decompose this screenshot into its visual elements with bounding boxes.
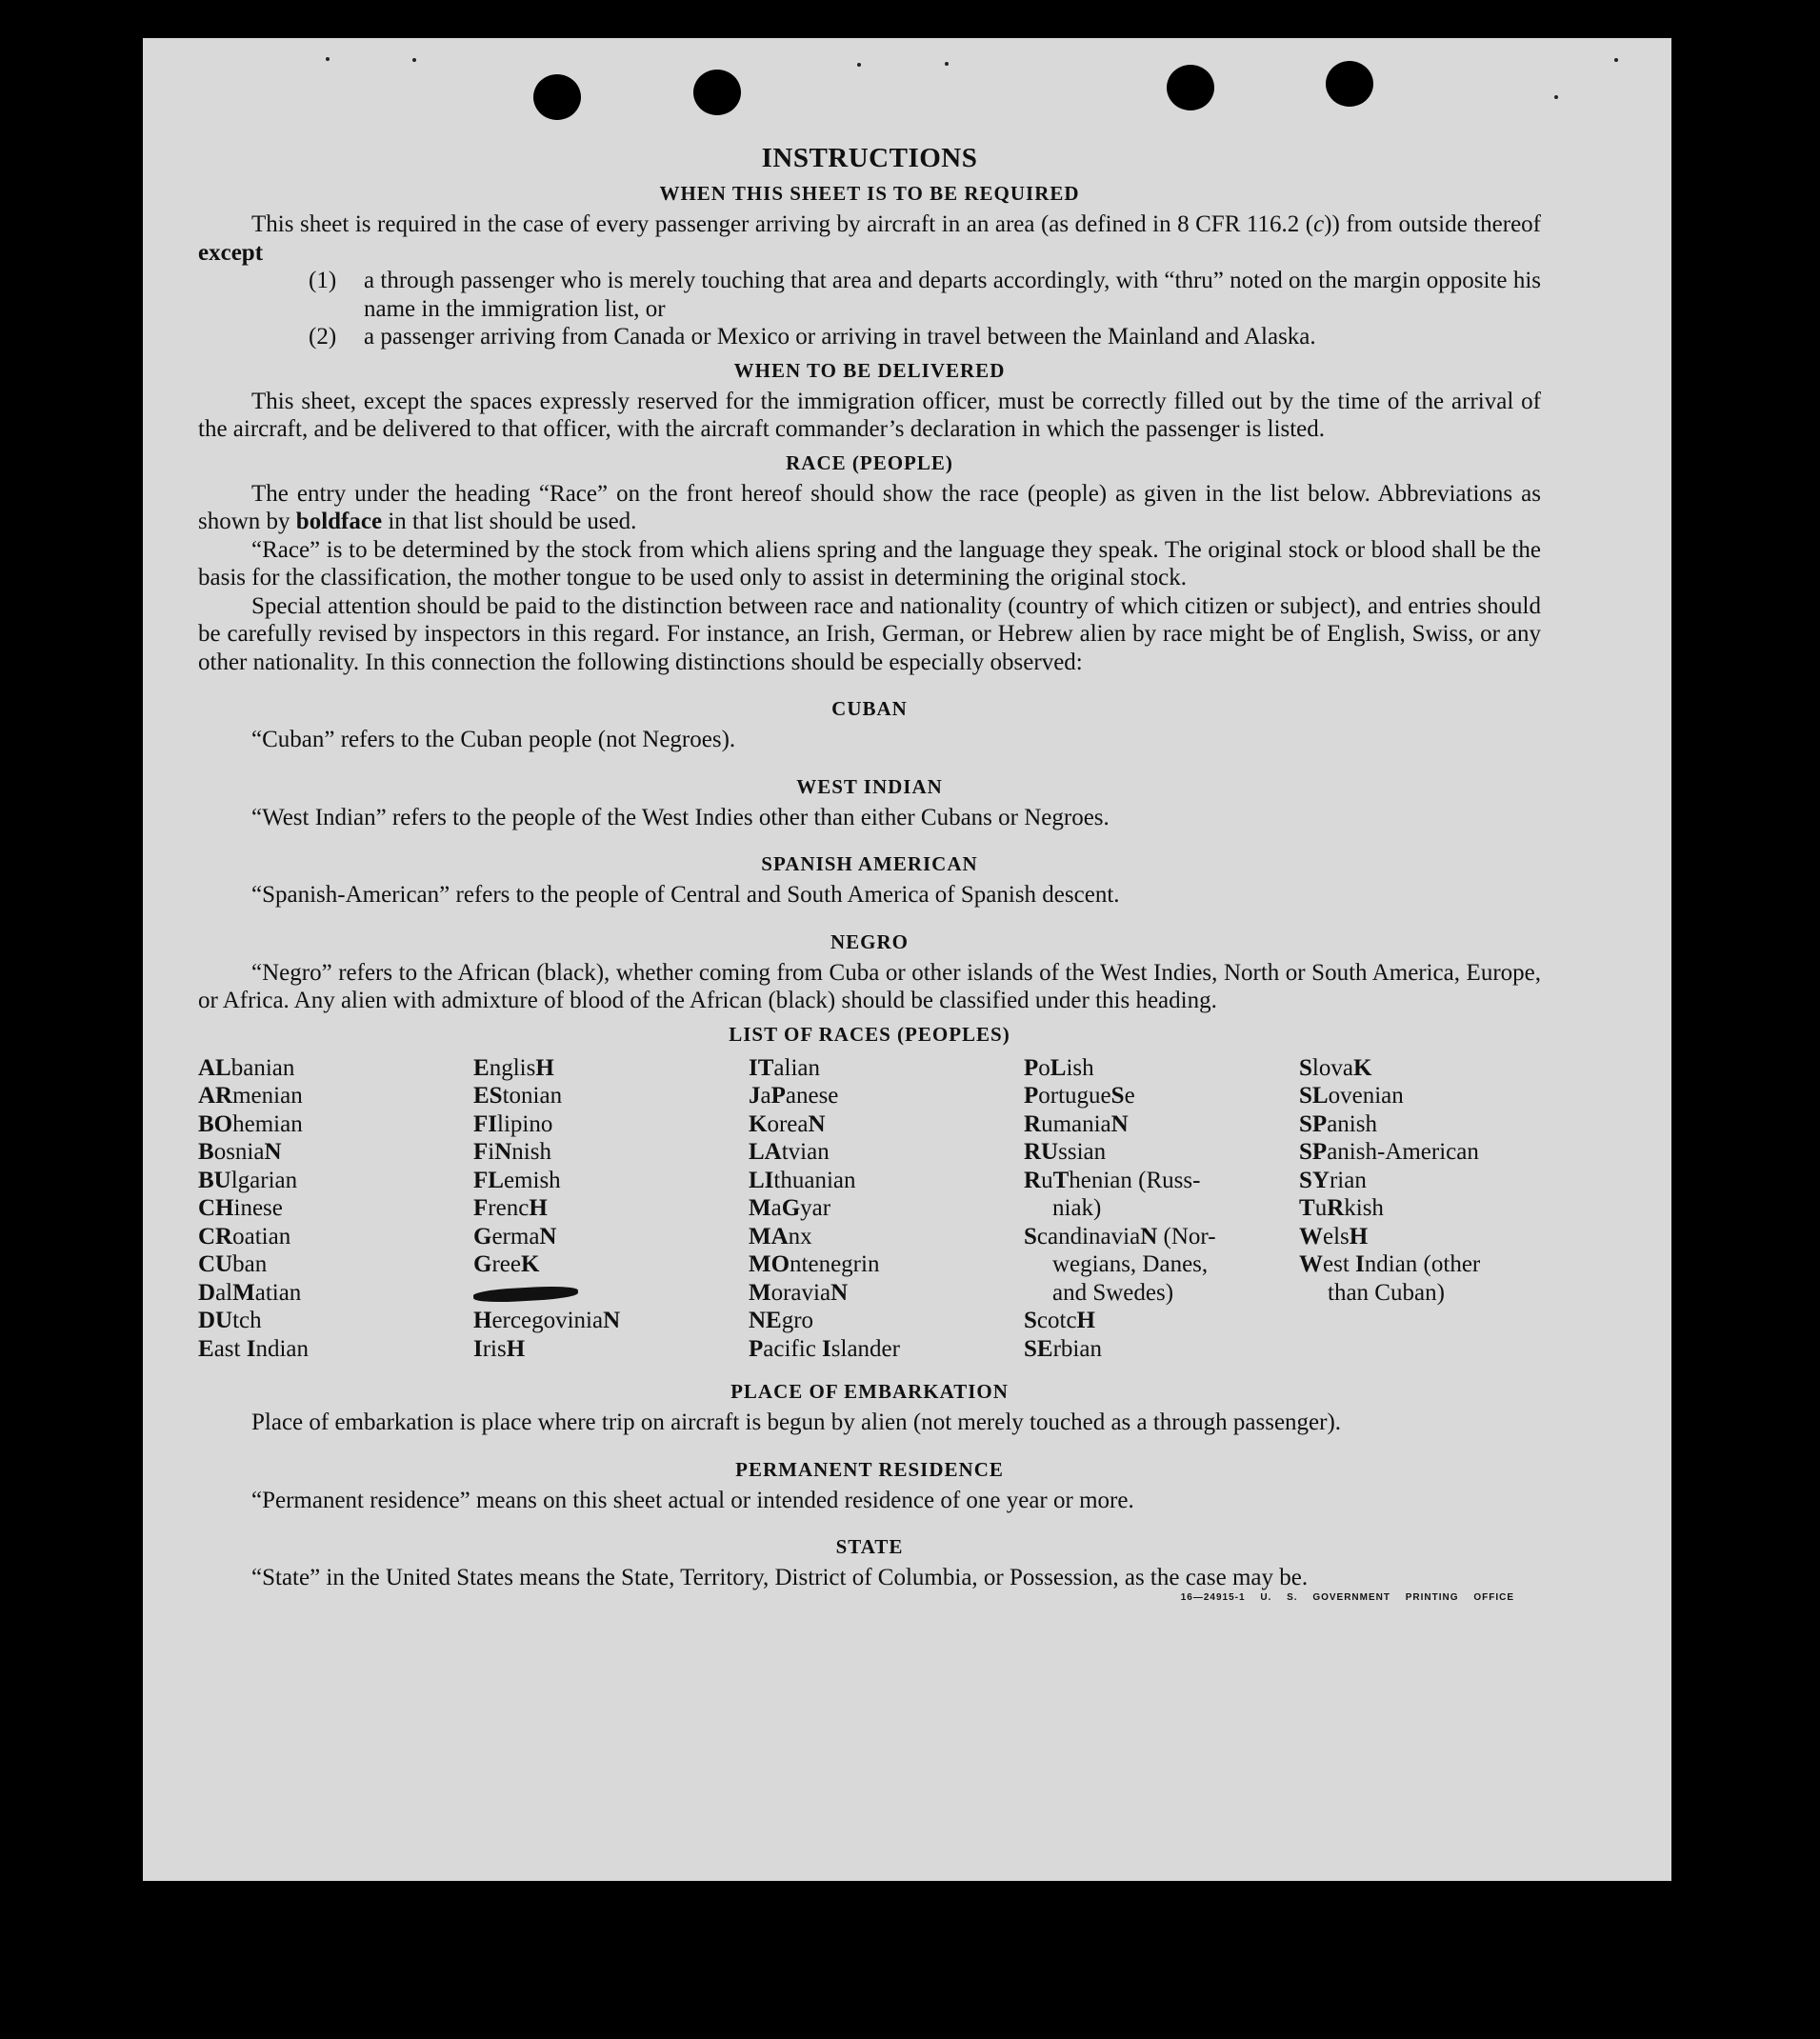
race-entry: JaPanese — [749, 1083, 839, 1109]
race-entry: wegians, Danes, — [1052, 1251, 1209, 1277]
race-entry: KoreaN — [749, 1110, 826, 1137]
race-entry: MoraviaN — [749, 1279, 849, 1306]
race-entry: MOntenegrin — [749, 1251, 880, 1277]
race-entry: GermaN — [473, 1223, 557, 1249]
race-entry: MAnx — [749, 1223, 812, 1249]
race-entry: EnglisH — [473, 1054, 554, 1081]
race-entry: SPanish — [1299, 1110, 1377, 1137]
race-entry: CUban — [198, 1251, 268, 1277]
race-entry: DUtch — [198, 1308, 262, 1333]
race-entry: West Indian (other — [1299, 1251, 1481, 1277]
race-entry: RUssian — [1024, 1139, 1107, 1165]
speck — [1554, 95, 1558, 99]
section-heading-list-of-races: LIST OF RACES (PEOPLES) — [729, 1022, 1010, 1046]
footer — [198, 1592, 1541, 1603]
race-entry: HercegoviniaN — [473, 1308, 621, 1333]
race-entry: ITalian — [749, 1054, 820, 1081]
section-heading-embarkation: PLACE OF EMBARKATION — [730, 1380, 1009, 1403]
race-entry: ALbanian — [198, 1054, 295, 1081]
section-heading-cuban: CUBAN — [831, 697, 908, 720]
race-entry: IrisH — [473, 1335, 526, 1362]
race-entry: ARmenian — [198, 1083, 303, 1109]
race-entry: Pacific Islander — [749, 1335, 900, 1362]
race-list — [198, 1054, 1541, 1364]
delivered-text: This sheet, except the spaces expressly reserved for the immigration officer, must be correctly filled out by the time of the arrival of the aircraft, and be delivered to that officer, with the aircraft commander’s declaration in which the passenger is listed. — [198, 388, 1541, 442]
race-entry: ScandinaviaN (Nor- — [1024, 1223, 1216, 1249]
race-entry: CHinese — [198, 1195, 283, 1221]
race-entry: WelsH — [1299, 1223, 1369, 1249]
section-heading-race: RACE (PEOPLE) — [786, 450, 953, 474]
race-column — [749, 1054, 1024, 1364]
race-entry: NEgro — [749, 1308, 814, 1333]
form-sheet — [143, 38, 1671, 1881]
race-entry: SlovaK — [1299, 1054, 1372, 1081]
speck — [326, 57, 330, 61]
race-entry: BOhemian — [198, 1110, 303, 1137]
race-entry: LAtvian — [749, 1139, 830, 1165]
embarkation-text: Place of embarkation is place where trip on aircraft is begun by alien (not merely touched as a through passenger). — [251, 1409, 1342, 1435]
punch-hole — [533, 74, 581, 120]
race-entry: EStonian — [473, 1083, 563, 1109]
race-paragraph-2: “Race” is to be determined by the stock from which aliens spring and the language they speak. The original stock or blood shall be the basis for the classification, the mother tongue to be used only to assist in determining the original stock. — [198, 536, 1541, 590]
race-entry: East Indian — [198, 1335, 309, 1362]
section-heading-residence: PERMANENT RESIDENCE — [735, 1457, 1004, 1481]
race-column — [198, 1054, 473, 1364]
speck — [857, 63, 861, 67]
section-heading-spanish-american: SPANISH AMERICAN — [761, 852, 978, 875]
race-paragraph-1: The entry under the heading “Race” on the front hereof should show the race (people) as given in the list below. Abbreviations as shown by boldface in that list should be used. — [198, 480, 1541, 534]
race-column — [473, 1054, 749, 1364]
section-heading-delivered: WHEN TO BE DELIVERED — [733, 358, 1006, 382]
race-entry: SLovenian — [1299, 1083, 1404, 1109]
speck — [1614, 58, 1618, 62]
race-entry: LIthuanian — [749, 1167, 856, 1193]
race-entry: GreeK — [473, 1251, 540, 1277]
required-item: (2) a passenger arriving from Canada or Mexico or arriving in travel between the Mainland and Alaska. — [309, 324, 1316, 350]
punch-hole — [1326, 61, 1373, 107]
punch-hole — [1167, 65, 1214, 110]
race-entry: BosniaN — [198, 1139, 282, 1165]
race-entry: PortugueSe — [1024, 1083, 1135, 1109]
race-paragraph-3: Special attention should be paid to the distinction between race and nationality (country of which citizen or subject), and entries should be carefully revised by inspectors in this regard. For instance, an Irish, German, or Hebrew alien by race might be of English, Swiss, or any other nationality. In this connection the following distinctions should be especially observed: — [198, 592, 1541, 675]
section-heading-west-indian: WEST INDIAN — [796, 774, 943, 798]
negro-text: “Negro” refers to the African (black), whether coming from Cuba or other islands of the West Indies, North or South America, Europe, or Africa. Any alien with admixture of blood of the African (black) should be classified under this heading. — [198, 959, 1541, 1013]
race-entry: SErbian — [1024, 1335, 1102, 1362]
race-entry: SYrian — [1299, 1167, 1367, 1193]
race-entry: than Cuban) — [1328, 1279, 1445, 1306]
race-entry: BUlgarian — [198, 1167, 298, 1193]
race-column — [1299, 1054, 1574, 1364]
spanish-american-text: “Spanish-American” refers to the people of Central and South America of Spanish descent. — [251, 882, 1120, 908]
race-column — [1024, 1054, 1299, 1364]
redaction-smudge — [473, 1285, 579, 1304]
race-entry: FIlipino — [473, 1110, 553, 1137]
required-intro: This sheet is required in the case of every passenger arriving by aircraft in an area (as defined in 8 CFR 116.2 (c)) from outside thereof except — [198, 211, 1541, 266]
race-entry: and Swedes) — [1052, 1279, 1174, 1306]
race-entry: ScotcH — [1024, 1308, 1095, 1333]
speck — [412, 58, 416, 62]
speck — [945, 62, 949, 66]
race-entry: CRoatian — [198, 1223, 291, 1249]
race-entry: MaGyar — [749, 1195, 831, 1221]
section-heading-state: STATE — [835, 1535, 904, 1558]
race-entry: RumaniaN — [1024, 1110, 1129, 1137]
race-entry: DalMatian — [198, 1279, 302, 1306]
page-title: INSTRUCTIONS — [761, 143, 978, 173]
race-entry: PoLish — [1024, 1054, 1094, 1081]
race-entry: FiNnish — [473, 1139, 551, 1165]
punch-hole — [693, 70, 741, 115]
section-heading-negro: NEGRO — [830, 930, 909, 953]
print-code: 16—24915-1 U. S. GOVERNMENT PRINTING OFFICE — [1180, 1591, 1514, 1603]
cuban-text: “Cuban” refers to the Cuban people (not Negroes). — [251, 727, 736, 752]
race-entry: FLemish — [473, 1167, 561, 1193]
state-text: “State” in the United States means the State, Territory, District of Columbia, or Possession, as the case may be. — [251, 1565, 1309, 1590]
section-heading-required: WHEN THIS SHEET IS TO BE REQUIRED — [659, 182, 1080, 205]
race-entry — [473, 1279, 749, 1308]
race-entry: niak) — [1052, 1195, 1102, 1221]
required-item: (1) a through passenger who is merely touching that area and departs accordingly, with “thru” noted on the margin opposite his name in the immigration list, or — [309, 268, 1541, 322]
race-entry: TuRkish — [1299, 1195, 1384, 1221]
residence-text: “Permanent residence” means on this sheet actual or intended residence of one year or more. — [251, 1487, 1134, 1513]
west-indian-text: “West Indian” refers to the people of the West Indies other than either Cubans or Negroes. — [251, 804, 1110, 830]
instructions-content — [198, 143, 1541, 1603]
race-entry: SPanish-American — [1299, 1139, 1479, 1165]
race-entry: FrencH — [473, 1195, 548, 1221]
race-entry: RuThenian (Russ- — [1024, 1167, 1201, 1193]
